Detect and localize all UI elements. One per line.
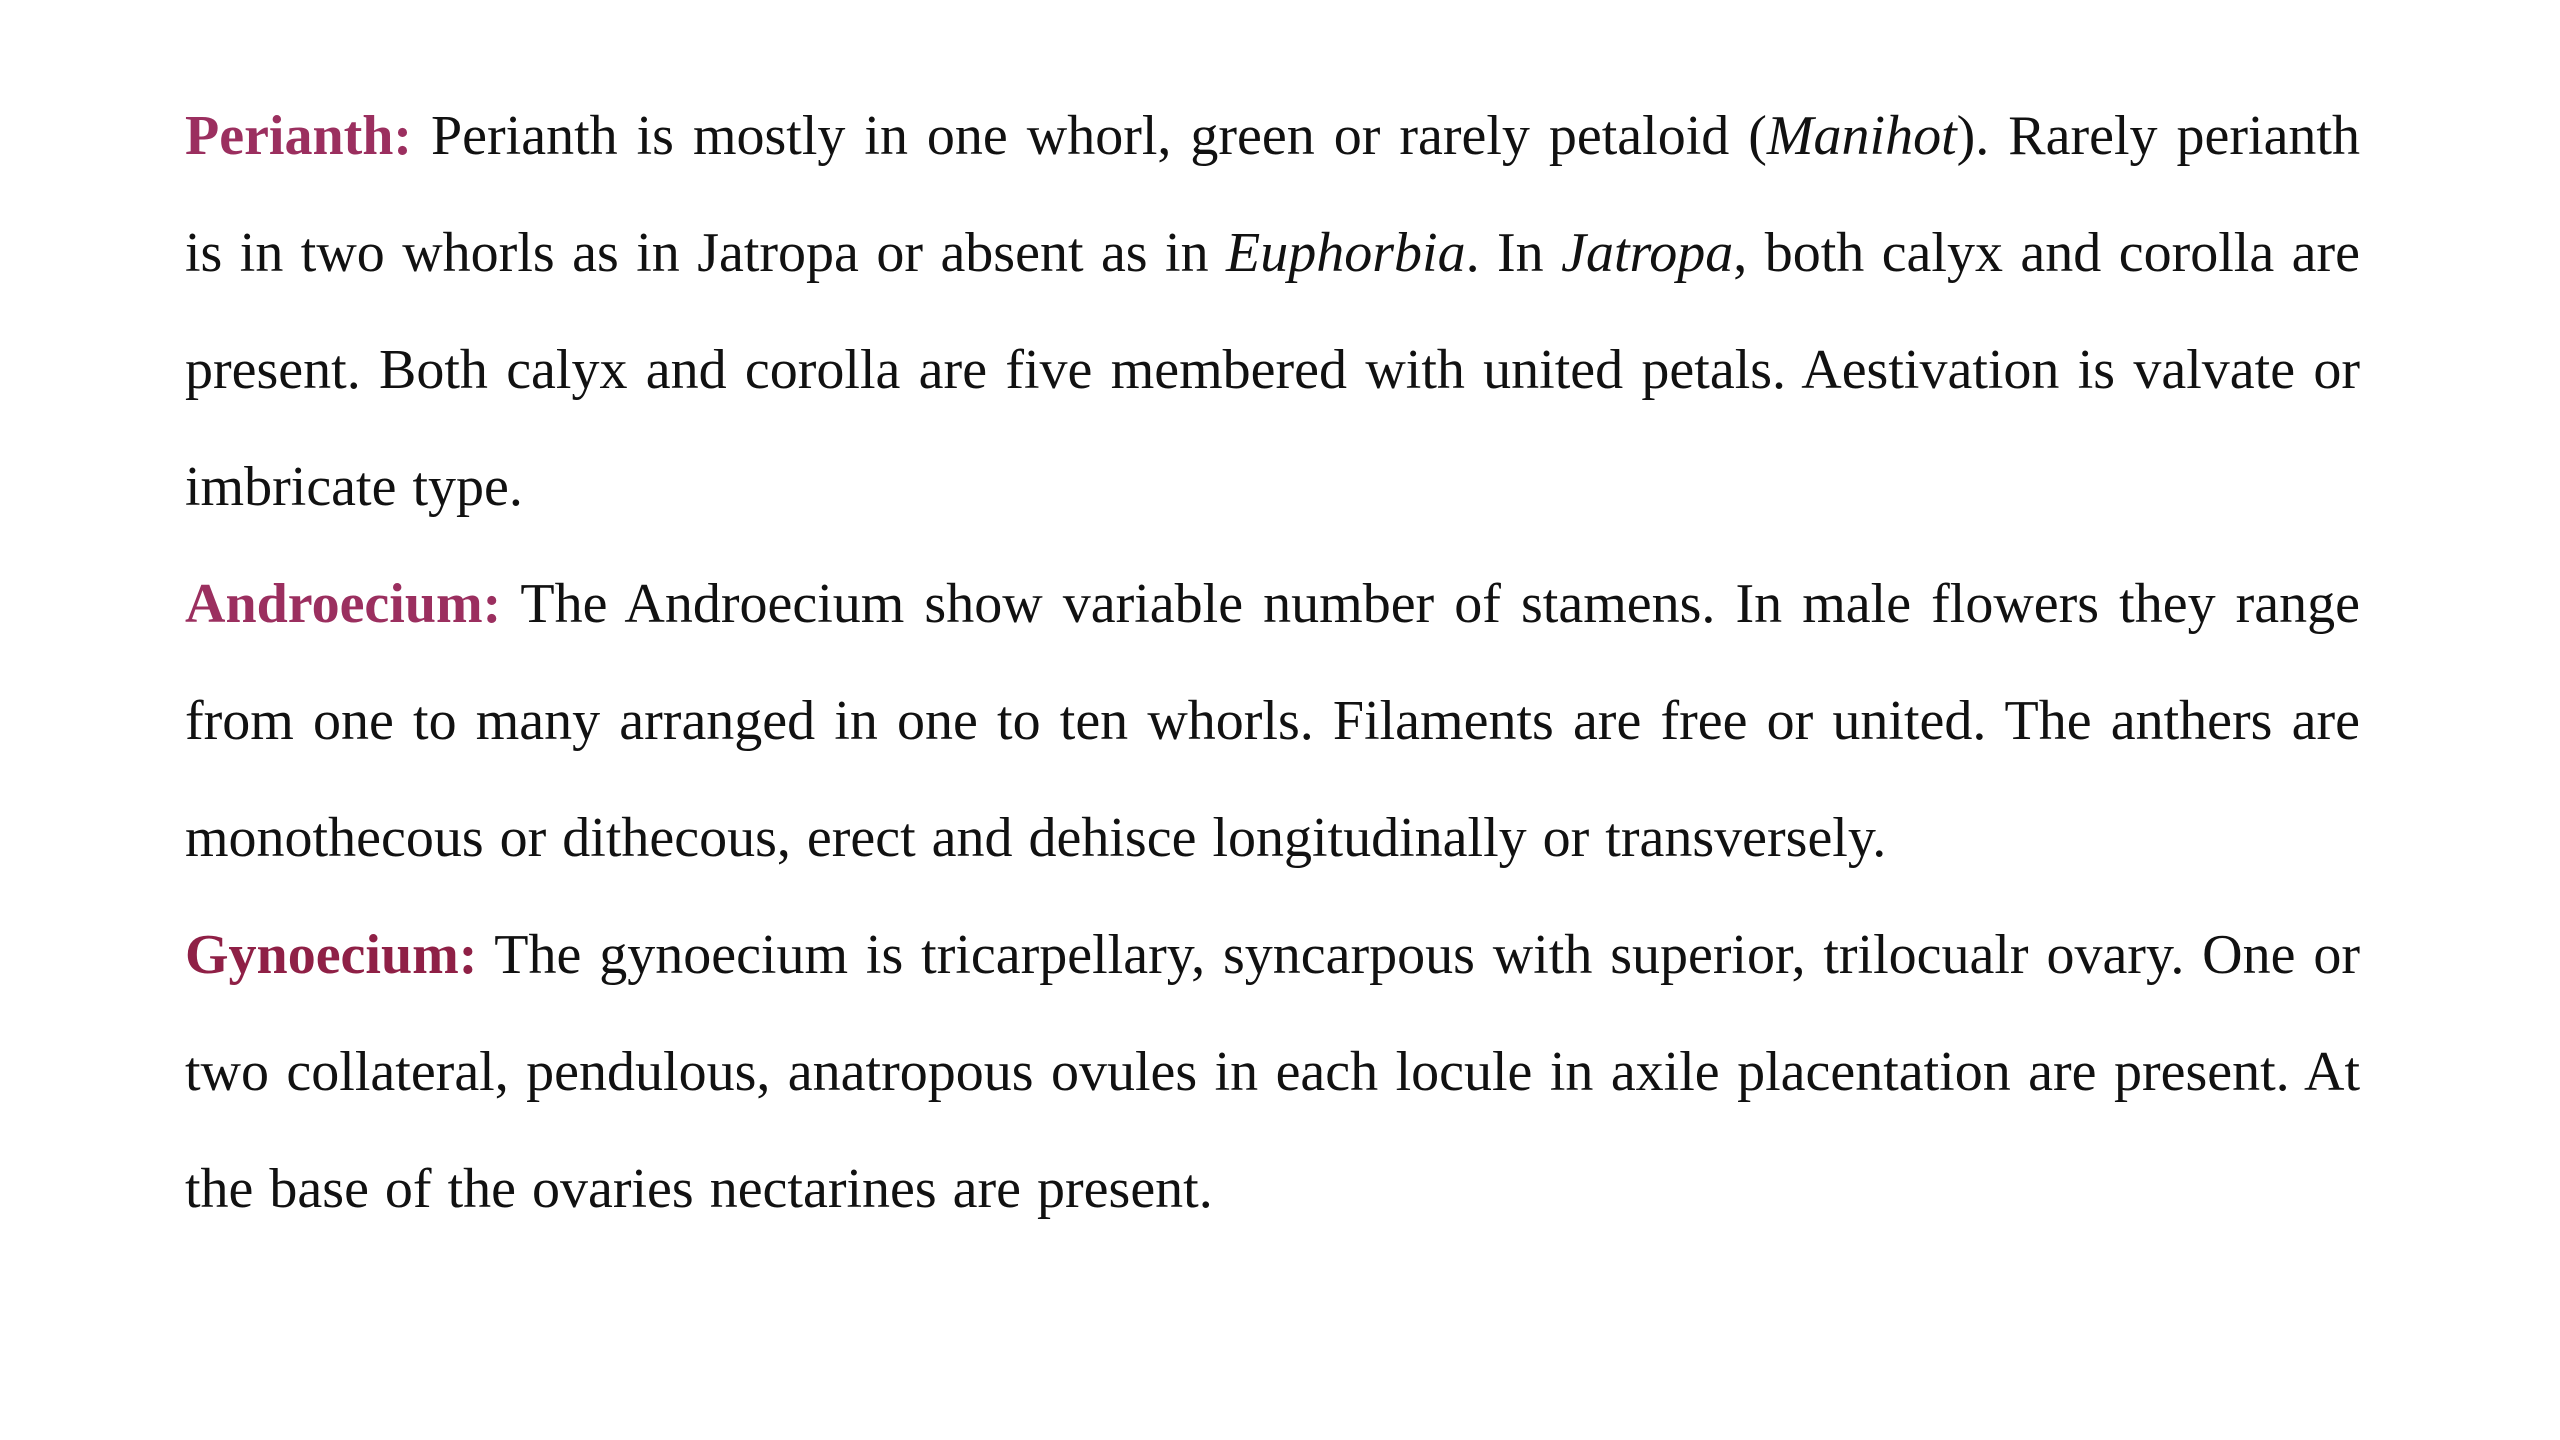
gynoecium-paragraph <box>185 897 2360 1248</box>
perianth-italic-euphorbia: Euphorbia <box>1226 222 1466 284</box>
androecium-paragraph <box>185 546 2360 897</box>
perianth-heading: Perianth: <box>185 105 413 167</box>
androecium-text: The Androecium show variable number of stamens. In male flowers they range from one to many arranged in one to ten whorls. Filaments are free or united. The anthers are monothecous or dithecous, erect and dehisce longitudinally or transversely. <box>185 573 2360 869</box>
perianth-italic-manihot: Manihot <box>1766 105 1957 167</box>
perianth-text-4: , both calyx and corolla are present. Both calyx and corolla are five membered with united petals. Aestivation is valvate or imbricate type. <box>185 222 2360 518</box>
perianth-text-3: . In <box>1465 222 1562 284</box>
perianth-text-1: Perianth is mostly in one whorl, green or rarely petaloid ( <box>412 105 1767 167</box>
gynoecium-text: The gynoecium is tricarpellary, syncarpous with superior, trilocualr ovary. One or two collateral, pendulous, anatropous ovules in each locule in axile placentation are present. At the base of the ovaries nectarines are present. <box>185 924 2360 1220</box>
perianth-italic-jatropa: Jatropa <box>1561 222 1734 284</box>
perianth-paragraph <box>185 78 2360 546</box>
androecium-heading: Androecium: <box>185 573 502 635</box>
gynoecium-heading: Gynoecium: <box>185 924 478 986</box>
perianth-text-2: ). Rarely perianth is in two whorls as in Jatropa or absent as in <box>185 105 2360 284</box>
